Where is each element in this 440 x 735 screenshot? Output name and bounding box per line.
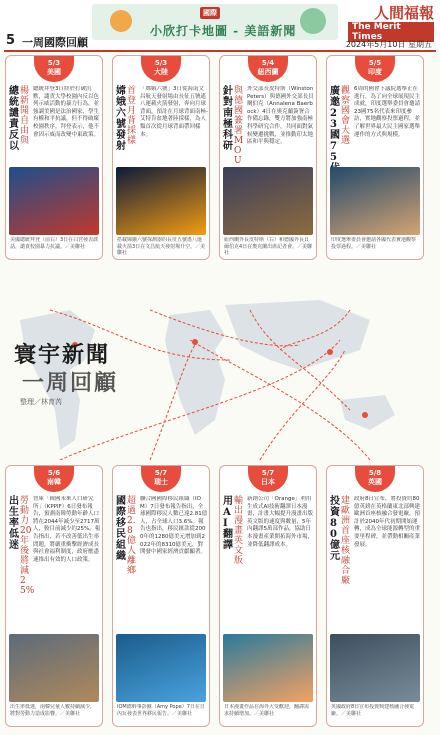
card-location: 紐西蘭 <box>257 68 279 76</box>
news-photo <box>9 634 99 702</box>
card-subhead: 建歐洲首座核融合廠 <box>341 496 351 586</box>
news-card <box>112 55 210 260</box>
card-date: 5/7 <box>154 469 168 477</box>
issue-date: 2024年5月10日 星期五 <box>345 40 432 49</box>
feature-subtitle: 一周回顧 <box>22 370 119 396</box>
date-location-tag <box>355 56 395 82</box>
news-photo <box>116 167 206 235</box>
card-date: 5/4 <box>261 59 275 67</box>
card-subhead: 觀察國會大選 <box>341 86 351 146</box>
date-location-tag <box>355 466 395 492</box>
card-date: 5/7 <box>261 469 275 477</box>
card-headline: 出生率低迷 <box>9 496 19 551</box>
card-headline: 廣邀23國75 <box>330 86 340 163</box>
news-card <box>326 465 424 727</box>
card-date: 5/5 <box>368 59 382 67</box>
logo-chinese: 人間福報 <box>373 4 434 22</box>
map-europe-africa <box>165 310 225 435</box>
map-oceania <box>340 395 395 430</box>
map-pin <box>192 339 198 345</box>
card-body: 外交部長皮特斯（Winston Peters）與德國外交部長貝爾伯克（Annalena Baerbock）4日在奧克蘭簽署合作備忘錄，雙方將加強南極科學研究合作，共同面對氣候變遷挑戰，並推動印太地區和平與穩定。 <box>247 86 314 146</box>
photo-caption: IOM總幹事彭蘇（Amy Pope）7日在日內瓦發表世界移民報告。／美聯社 <box>117 704 205 717</box>
card-headline: 針對南極科研 <box>223 86 233 152</box>
photo-caption: 英國政府8日宣布投資興建核融合發電廠。／美聯社 <box>331 704 415 717</box>
news-photo <box>223 167 313 235</box>
news-photo <box>116 634 206 702</box>
banner-title: 小欣打卡地圖 - 美語新聞 <box>150 24 297 38</box>
photo-caption: 日本漫畫作品在海外大受歡迎，翻譯需求持續增加。／美聯社 <box>224 704 310 717</box>
banner-tag: 國際 <box>200 7 220 19</box>
section-title: 一周國際回顧 <box>22 36 88 49</box>
card-headline: 國際移民組織 <box>116 496 126 562</box>
card-subhead: 超過2.8億人離鄉 <box>127 496 137 576</box>
photo-caption: 美國總統拜登（前右）3日在白宮發表談話，譴責校園暴力抗議。／美聯社 <box>10 237 99 250</box>
cat-illustration-icon <box>300 8 326 34</box>
card-subhead: 與德國簽署MOU <box>234 86 244 166</box>
card-date: 5/3 <box>154 59 168 67</box>
card-date: 5/6 <box>47 469 61 477</box>
card-date: 5/3 <box>47 59 61 67</box>
news-card <box>219 55 317 260</box>
photo-caption: 印度選舉委員會邀請各國代表實地觀察投票過程。／美聯社 <box>331 237 417 250</box>
news-card <box>326 55 424 260</box>
news-card <box>219 465 317 727</box>
card-subhead: 輸出漫畫英文版 <box>234 496 244 566</box>
card-headline: 投資80億元 <box>330 496 340 562</box>
card-body: 政府8日宣布，將投資約80億英鎊在英格蘭東北部興建歐洲首座核融合發電廠，預計於2040年代初期開始運轉，成為全球能源轉型的重要里程碑，並帶動相關產業發展。 <box>354 496 421 548</box>
card-body: 6周的國會下議院選舉正在進行，為了向全球展現民主成就，印度選舉委員會邀請23國75名代表來印度參訪，實地觀察投票過程，並了解世界最大民主國家選舉運作的方式與規模。 <box>354 86 421 138</box>
card-location: 大陸 <box>154 68 168 76</box>
feature-title: 寰宇新聞 <box>14 342 111 368</box>
date-location-tag <box>34 56 74 82</box>
photo-caption: 搭載嫦娥六號探測器的長征五號遙八運載火箭3日在文昌航天發射場升空。／美聯社 <box>117 237 206 257</box>
feature-credit: 整理／林育芮 <box>20 398 62 406</box>
cat-illustration-icon <box>110 10 132 32</box>
card-headline: 總統譴責反以 <box>9 86 19 152</box>
map-pin <box>327 349 333 355</box>
card-body: 「嫦娥六號」3日從海南文昌航天發射場由長征五號遙八運載火箭發射，奔向月球背面，預計在月球背面南極-艾特肯盆地著陸採樣，為人類首次從月球背面帶回樣本。 <box>140 86 208 138</box>
logo-english: The Merit Times <box>348 22 434 42</box>
card-subhead: 勞動力20年後將減25% <box>20 496 35 596</box>
news-card <box>5 465 103 727</box>
newspaper-logo <box>348 2 434 42</box>
date-location-tag <box>248 466 288 492</box>
card-body: 聯合國國際移民組織（IOM）7日發布報告指出，全球國際移民人數已達2.81億人，占全球人口3.6%。報告也指出，移民匯款從2000年的1280億美元增加到2022年的8310億美元，對開發中國家經濟貢獻顯著。 <box>140 496 208 556</box>
card-location: 南韓 <box>47 478 61 486</box>
news-photo <box>330 167 420 235</box>
card-body: 新創公司「Orange」利用生成式AI技術翻譯日本漫畫，計畫大幅提升漫畫出版英文版的速度與數量，5年內翻譯5萬部作品，協助日本漫畫產業開拓海外市場，並降低翻譯成本。 <box>247 496 314 548</box>
photo-caption: 紐西蘭外長皮特斯（右）和德國外長貝爾伯克4日在奧克蘭出席記者會。／美聯社 <box>224 237 313 257</box>
map-asia <box>225 300 370 370</box>
date-location-tag <box>141 466 181 492</box>
card-body: 總統拜登3日終於打破沉默，譴責大學校園內反以色列示威活動的暴力行為，並強調美國是法治國家，學生有權和平抗議，但不得破壞校園秩序。拜登表示，他不會因示威而改變中東政策。 <box>33 86 100 138</box>
page-header <box>0 0 440 52</box>
card-subhead: 楊新聞自由與 <box>20 86 30 146</box>
card-location: 印度 <box>368 68 382 76</box>
card-location: 日本 <box>261 478 275 486</box>
column-banner <box>92 4 338 40</box>
date-location-tag <box>248 56 288 82</box>
card-headline: 用AI翻譯 <box>223 496 233 551</box>
map-pin <box>362 412 368 418</box>
news-photo <box>330 634 420 702</box>
card-headline: 嫦娥六號發射 <box>116 86 126 152</box>
card-body: 智庫「韓國未來人口研究所」（KPPIF）6日發布報告，預測南韓勞動年齡人口將在2044年減少至2717萬人，較目前減少約25%。報告指出，若不改善低出生率問題，將嚴重衝擊經濟成長與社會福利制度，政府應盡速推出有效的人口政策。 <box>33 496 101 563</box>
card-location: 英國 <box>368 478 382 486</box>
card-date: 5/8 <box>368 469 382 477</box>
header-rule <box>4 50 436 52</box>
photo-caption: 出生率低迷，南韓兒童人數持續減少，將對勞動力造成影響。／美聯社 <box>10 704 96 717</box>
card-location: 美國 <box>47 68 61 76</box>
card-subhead: 首登月背採樣 <box>127 86 137 146</box>
card-location: 瑞士 <box>154 478 168 486</box>
news-photo <box>9 167 99 235</box>
date-location-tag <box>141 56 181 82</box>
page-number: 5 <box>6 33 16 48</box>
date-location-tag <box>34 466 74 492</box>
news-card <box>5 55 103 260</box>
news-card <box>112 465 210 727</box>
news-photo <box>223 634 313 702</box>
